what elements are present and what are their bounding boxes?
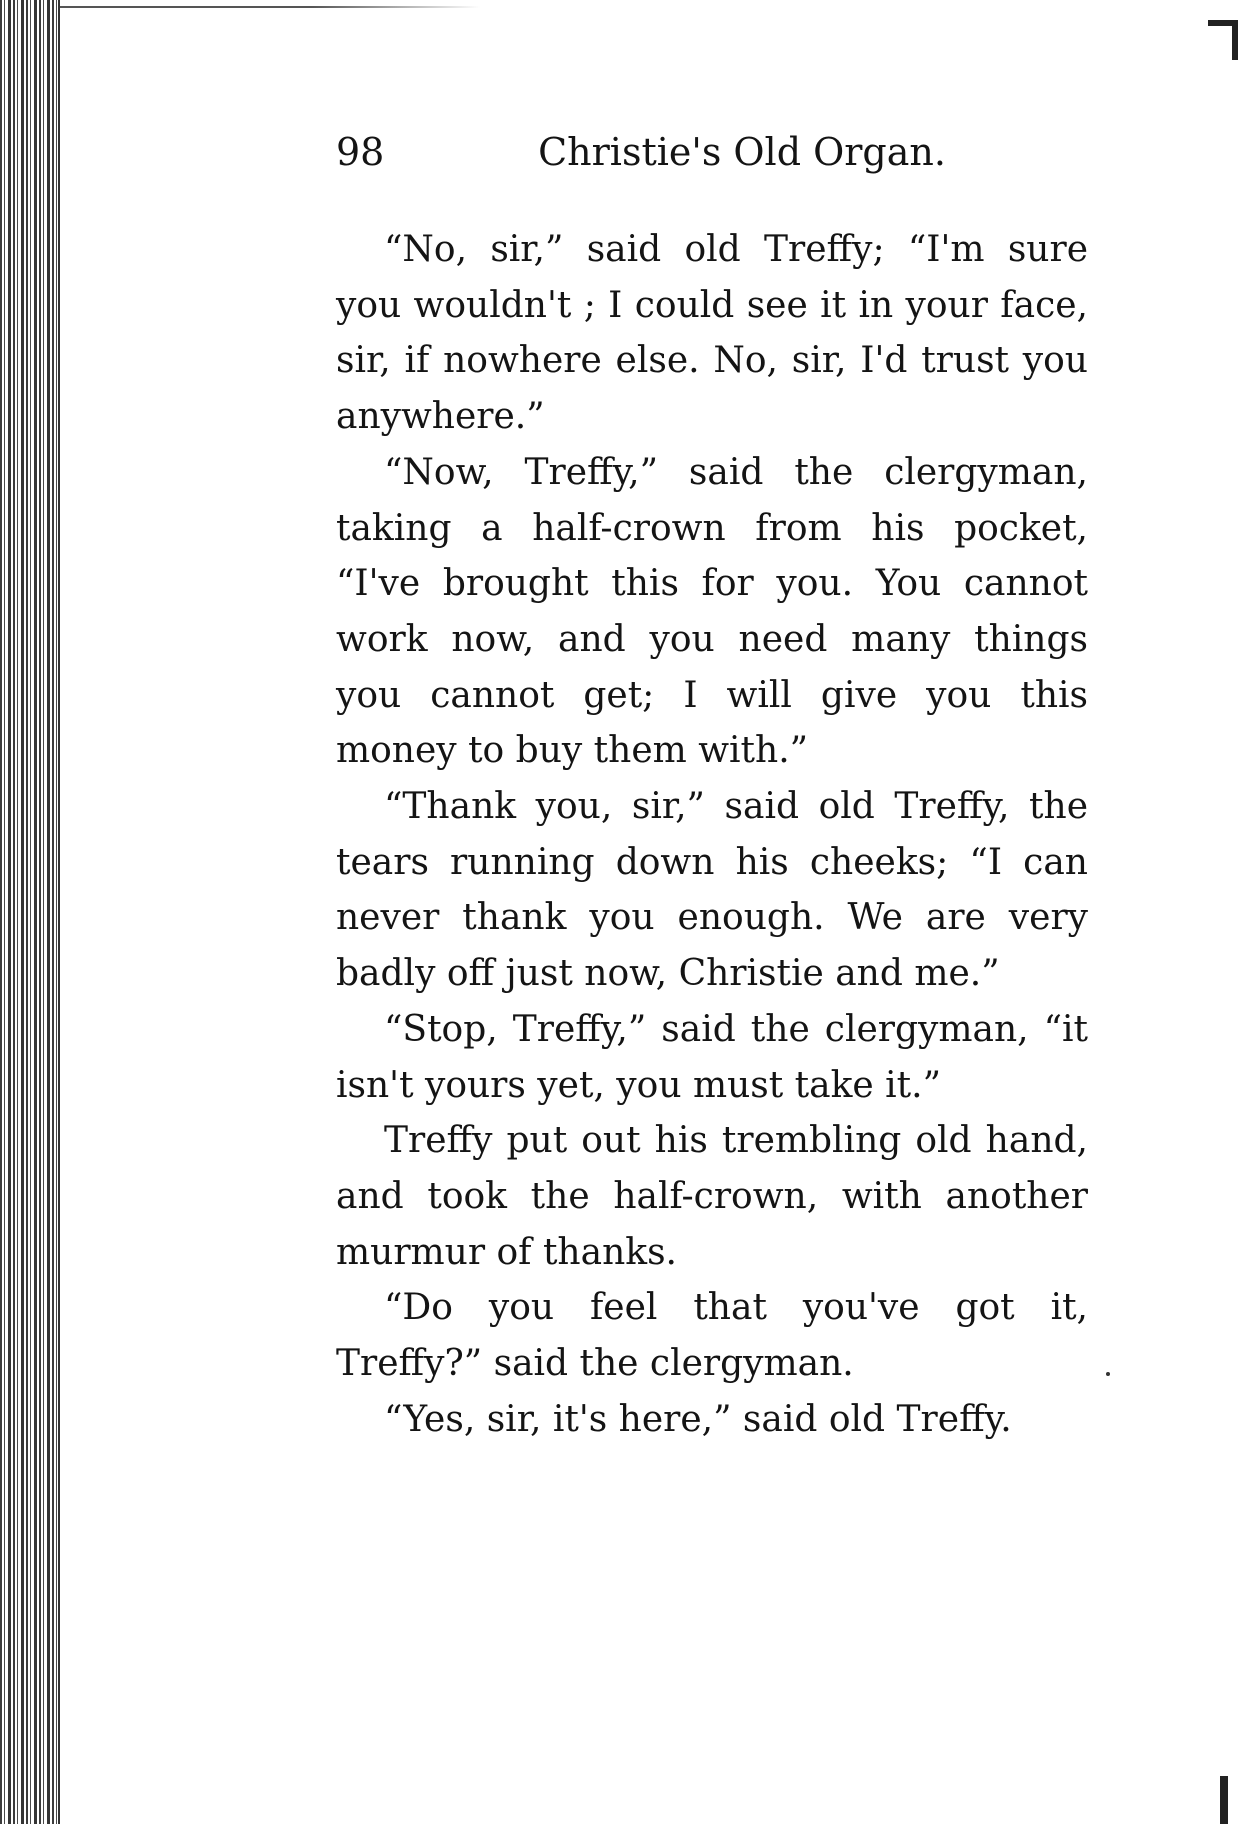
page-number: 98 [336, 130, 385, 174]
paragraph: “Now, Treffy,” said the clergyman, taking a half-crown from his pocket, “I've brought this for you. You cannot work now, and you need many things you cannot get; I will give you this money to buy them with.” [336, 451, 1088, 772]
running-title: Christie's Old Organ. [538, 130, 946, 174]
body-text [336, 222, 1088, 1447]
spine-edge [58, 0, 60, 1824]
paragraph: “Do you feel that you've got it, Treffy?” said the clergyman. [336, 1287, 1088, 1385]
paragraph: Treffy put out his trembling old hand, and took the half-crown, with another murmur of thanks. [336, 1120, 1088, 1273]
corner-mark [1208, 20, 1238, 60]
paragraph: “Stop, Treffy,” said the clergyman, “it isn't yours yet, you must take it.” [336, 1008, 1088, 1106]
running-head [336, 122, 1096, 182]
ink-speck [1106, 1372, 1110, 1376]
book-spine [0, 0, 58, 1824]
paragraph: “No, sir,” said old Treffy; “I'm sure you wouldn't ; I could see it in your face, sir, if nowhere else. No, sir, I'd trust you anywhere.” [336, 229, 1088, 438]
paragraph: “Yes, sir, it's here,” said old Treffy. [384, 1398, 1012, 1440]
bottom-mark [1220, 1776, 1228, 1824]
top-rule [60, 6, 480, 8]
paragraph: “Thank you, sir,” said old Treffy, the tears running down his cheeks; “I can never thank you enough. We are very badly off just now, Christie and me.” [336, 786, 1088, 995]
